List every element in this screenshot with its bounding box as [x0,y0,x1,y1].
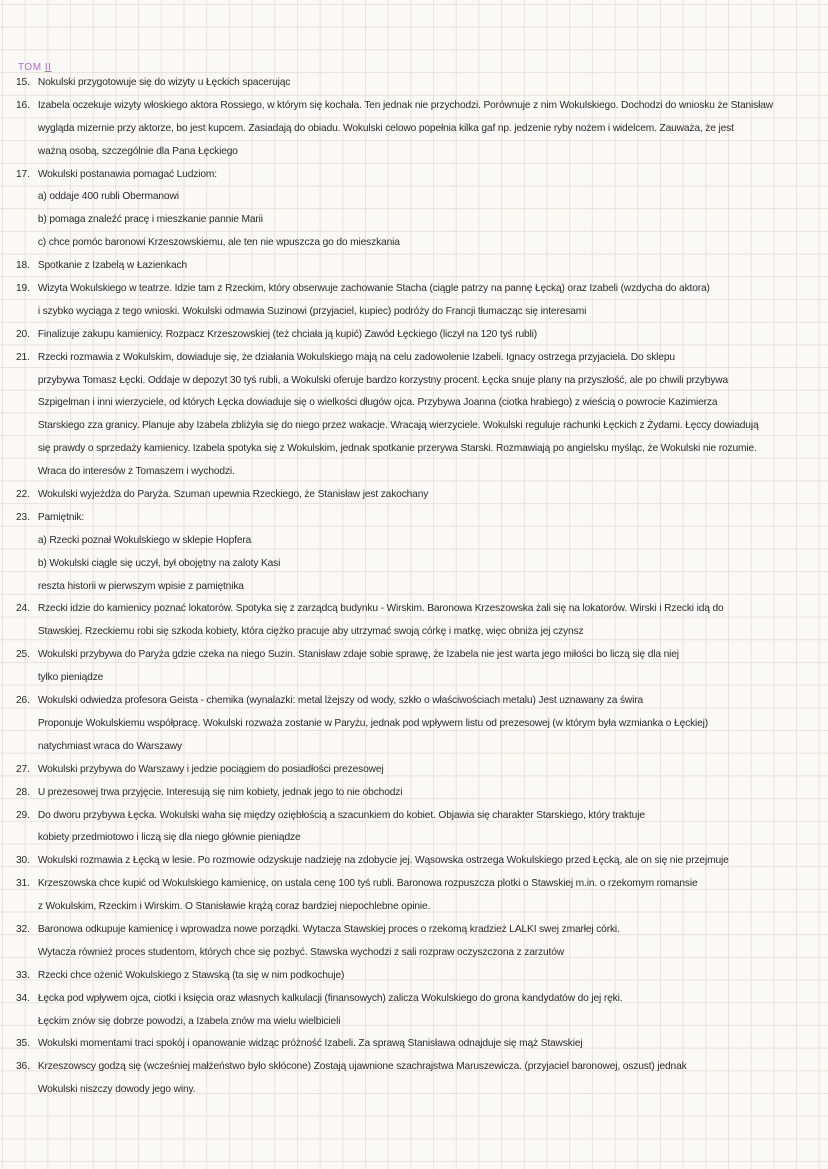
note-line [16,850,822,873]
entry-number: 22. [16,489,30,501]
note-line [16,484,822,507]
sub-point [16,186,822,209]
note-text: Pamiętnik: [37,511,85,523]
note-line [16,255,822,278]
note-text: Wokulski niszczy dowody jego winy. [37,1084,196,1096]
entry-number: 36. [16,1061,30,1073]
entry-number: 29. [16,809,30,821]
entry-number: 28. [16,786,30,798]
note-text: Rzecki idzie do kamienicy poznać lokatorów. Spotyka się z zarządcą budynku - Wirskim. Baronowa Krzeszowska żali się na lokatorów. Wirski i Rzecki idą do [37,603,724,615]
note-line [16,690,822,713]
note-text: Szpigelman i inni wierzyciele, od których Łęcka dowiaduje się o wielkości długów ojca. Przybywa Joanna (ciotka hrabiego) z wieścią o powrocie Kazimierza [37,397,718,409]
sub-point [16,530,822,553]
note-entry [16,690,828,759]
entry-number: 23. [16,511,30,523]
note-line-continuation [16,896,822,919]
entry-number: 24. [16,603,30,615]
note-entry [16,598,828,644]
note-text: się prawdy o sprzedaży kamienicy. Izabela spotyka się z Wokulskim, jednak spotkanie przerywa Starski. Rozmawiają po angielsku myśląc, że Wokulski nie rozumie. [37,443,757,455]
note-text: Łęckim znów się dobrze powodzi, a Izabela znów ma wielu wielbicieli [37,1015,341,1027]
note-text: Rzecki chce ożenić Wokulskiego z Stawską (ta się w nim podkochuje) [37,969,345,981]
note-entry [16,850,828,873]
note-entry [16,484,828,507]
volume-number: II [44,62,52,73]
note-line [16,507,822,530]
note-entry [16,347,828,484]
volume-label: TOM [18,62,42,73]
note-line [16,759,822,782]
note-entry [16,95,828,164]
note-line-continuation [16,301,822,324]
note-line-continuation [16,667,822,690]
note-text: Baronowa odkupuje kamienicę i wprowadza nowe porządki. Wytacza Stawskiej proces o rzekomą kradzież LALKI swej zmarłej córki. [37,923,620,935]
note-text: c) chce pomóc baronowi Krzeszowskiemu, ale ten nie wpuszcza go do mieszkania [37,237,400,249]
entry-number: 18. [16,260,30,272]
note-line-continuation [16,736,822,759]
note-text: Wytacza również proces studentom, których chce się pozbyć. Stawska wychodzi z sali rozpraw oczyszczona z zarzutów [37,946,564,958]
sub-point [16,553,822,576]
note-line [16,95,822,118]
note-text: Starskiego zza granicy. Planuje aby Izabela zbliżyła się do niego przez wakacje. Wracają wierzyciele. Wokulski reguluje rachunki Łęckich z Żydami. Łęccy dowiadują [37,420,759,432]
note-text: Do dworu przybywa Łęcka. Wokulski waha się między oziębłością a szacunkiem do kobiet. Objawia się charakter Starskiego, który traktuje [37,809,645,821]
note-line-continuation [16,621,822,644]
note-line-continuation [16,461,822,484]
note-text: Wizyta Wokulskiego w teatrze. Idzie tam z Rzeckim, który obserwuje zachowanie Stacha (ciągle patrzy na pannę Łęcką) oraz Izabeli (wzdycha do aktora) [37,283,710,295]
note-entry [16,1056,828,1102]
note-entry [16,72,828,95]
note-text: Wokulski momentami traci spokój i opanowanie widząc próżność Izabeli. Za sprawą Stanisława odnajduje się mąż Stawskiej [37,1038,583,1050]
note-entry [16,507,828,599]
note-text: Łęcka pod wpływem ojca, ciotki i księcia oraz własnych kalkulacji (finansowych) zalicza Wokulskiego do grona kandydatów do jej ręki. [37,992,623,1004]
note-entry [16,278,828,324]
note-text: Izabela oczekuje wizyty włoskiego aktora Rossiego, w którym się kochała. Ten jednak nie przychodzi. Porównuje z nim Wokulskiego. Dochodzi do wniosku że Stanisław [37,99,774,111]
note-entry [16,782,828,805]
note-line-continuation [16,415,822,438]
note-line [16,164,822,187]
note-line-continuation [16,576,822,599]
entry-number: 27. [16,763,30,775]
note-text: Krzeszowscy godzą się (wcześniej małżeństwo było skłócone) Zostają ujawnione szachrajstwa Maruszewicza. (przyjaciel baronowej, oszust) jednak [37,1061,687,1073]
entry-number: 30. [16,855,30,867]
note-text: tylko pieniądze [37,672,104,684]
note-text: z Wokulskim, Rzeckim i Wirskim. O Stanisławie krążą coraz bardziej niepochlebne opinie. [37,901,431,913]
note-text: Rzecki rozmawia z Wokulskim, dowiaduje się, że działania Wokulskiego mają na celu zadowolenie Izabeli. Ignacy ostrzega przyjaciela. Do sklepu [37,351,675,363]
note-entry [16,873,828,919]
note-text: Spotkanie z Izabelą w Łazienkach [37,260,188,272]
note-text: przybywa Tomasz Łęcki. Oddaje w depozyt 30 tyś rubli, a Wokulski oferuje bardzo korzystny procent. Łęcka snuje plany na przyszłość, ale po chwili przybywa [37,374,729,386]
note-text: Stawskiej. Rzeckiemu robi się szkoda kobiety, która ciężko pracuje aby utrzymać swoją córkę i matkę, więc obniża jej czynsz [37,626,584,638]
note-text: Wraca do interesów z Tomaszem i wychodzi. [37,466,235,478]
note-line [16,598,822,621]
note-text: Finalizuje zakupu kamienicy. Rozpacz Krzeszowskiej (też chciała ją kupić) Zawód Łęckiego (liczył na 120 tyś rubli) [37,328,538,340]
note-text: U prezesowej trwa przyjęcie. Interesują się nim kobiety, jednak jego to nie obchodzi [37,786,403,798]
note-entry [16,164,828,256]
note-line-continuation [16,438,822,461]
note-entry [16,644,828,690]
note-line-continuation [16,827,822,850]
sub-point [16,209,822,232]
note-entry [16,255,828,278]
note-text: Wokulski postanawia pomagać Ludziom: [37,168,217,180]
note-text: Wokulski wyjeżdża do Paryża. Szuman upewnia Rzeckiego, że Stanisław jest zakochany [37,489,429,501]
entry-number: 31. [16,878,30,890]
note-line [16,347,822,370]
note-entry [16,805,828,851]
entry-number: 21. [16,351,30,363]
note-line [16,965,822,988]
note-text: b) Wokulski ciągle się uczył, był obojętny na zaloty Kasi [37,557,281,569]
entry-number: 35. [16,1038,30,1050]
note-text: wygląda mizernie przy aktorze, bo jest kupcem. Zasiadają do obiadu. Wokulski celowo popełnia kilka gaf np. jedzenie ryby nożem i widelcem. Zauważa, że jest [37,122,734,134]
note-line-continuation [16,141,822,164]
entry-number: 19. [16,283,30,295]
notes-list [16,72,828,1102]
entry-number: 25. [16,649,30,661]
note-line [16,988,822,1011]
note-entry [16,919,828,965]
note-line [16,1056,822,1079]
note-line [16,782,822,805]
note-text: Wokulski przybywa do Paryża gdzie czeka na niego Suzin. Stanisław zdaje sobie sprawę, że Izabela nie jest warta jego miłości bo liczą się dla niej [37,649,679,661]
note-text: Wokulski przybywa do Warszawy i jedzie pociągiem do posiadłości prezesowej [37,763,384,775]
entry-number: 26. [16,695,30,707]
note-line [16,805,822,828]
note-entry [16,759,828,782]
note-text: a) Rzecki poznał Wokulskiego w sklepie Hopfera [37,534,252,546]
note-entry [16,324,828,347]
note-text: kobiety przedmiotowo i liczą się dla niego głównie pieniądze [37,832,301,844]
note-text: Wokulski odwiedza profesora Geista - chemika (wynalazki: metal lżejszy od wody, szkło o właściwościach metalu) Jest uznawany za świra [37,695,644,707]
note-line-continuation [16,370,822,393]
note-line [16,873,822,896]
note-entry [16,1033,828,1056]
entry-number: 20. [16,328,30,340]
note-line-continuation [16,942,822,965]
note-text: b) pomaga znaleźć pracę i mieszkanie pannie Marii [37,214,263,226]
note-text: Nokulski przygotowuje się do wizyty u Łęckich spacerując [37,77,291,88]
note-line [16,324,822,347]
note-line-continuation [16,713,822,736]
note-text: Krzeszowska chce kupić od Wokulskiego kamienicę, on ustala cenę 100 tyś rubli. Baronowa rozpuszcza plotki o Stawskiej m.in. o rzekomym romansie [37,878,698,890]
note-entry [16,988,828,1034]
note-line [16,919,822,942]
note-text: i szybko wyciąga z tego wnioski. Wokulski odmawia Suzinowi (przyjaciel, kupiec) podróży do Francji tłumacząc się interesami [37,305,587,317]
note-entry [16,965,828,988]
note-line [16,644,822,667]
sub-point [16,232,822,255]
note-line [16,72,822,95]
entry-number: 15. [16,77,30,88]
note-text: ważną osobą, szczególnie dla Pana Łęckiego [37,145,238,157]
note-line [16,1033,822,1056]
note-text: Proponuje Wokulskiemu współpracę. Wokulski rozważa zostanie w Paryżu, jednak pod wpływem listu od prezesowej (w którym była wzmianka o Łęckiej) [37,717,709,729]
note-line-continuation [16,1079,822,1102]
note-line-continuation [16,1011,822,1034]
note-text: Wokulski rozmawia z Łęcką w lesie. Po rozmowie odzyskuje nadzieję na zdobycie jej. Wąsowska ostrzega Wokulskiego przed Łęcką, ale on się nie przejmuje [37,855,729,867]
entry-number: 32. [16,923,30,935]
entry-number: 17. [16,168,30,180]
note-line-continuation [16,392,822,415]
note-text: reszta historii w pierwszym wpisie z pamiętnika [37,580,244,592]
note-line-continuation [16,118,822,141]
entry-number: 34. [16,992,30,1004]
note-text: natychmiast wraca do Warszawy [37,740,182,752]
entry-number: 33. [16,969,30,981]
note-line [16,278,822,301]
entry-number: 16. [16,99,30,111]
note-text: a) oddaje 400 rubli Obermanowi [37,191,179,203]
